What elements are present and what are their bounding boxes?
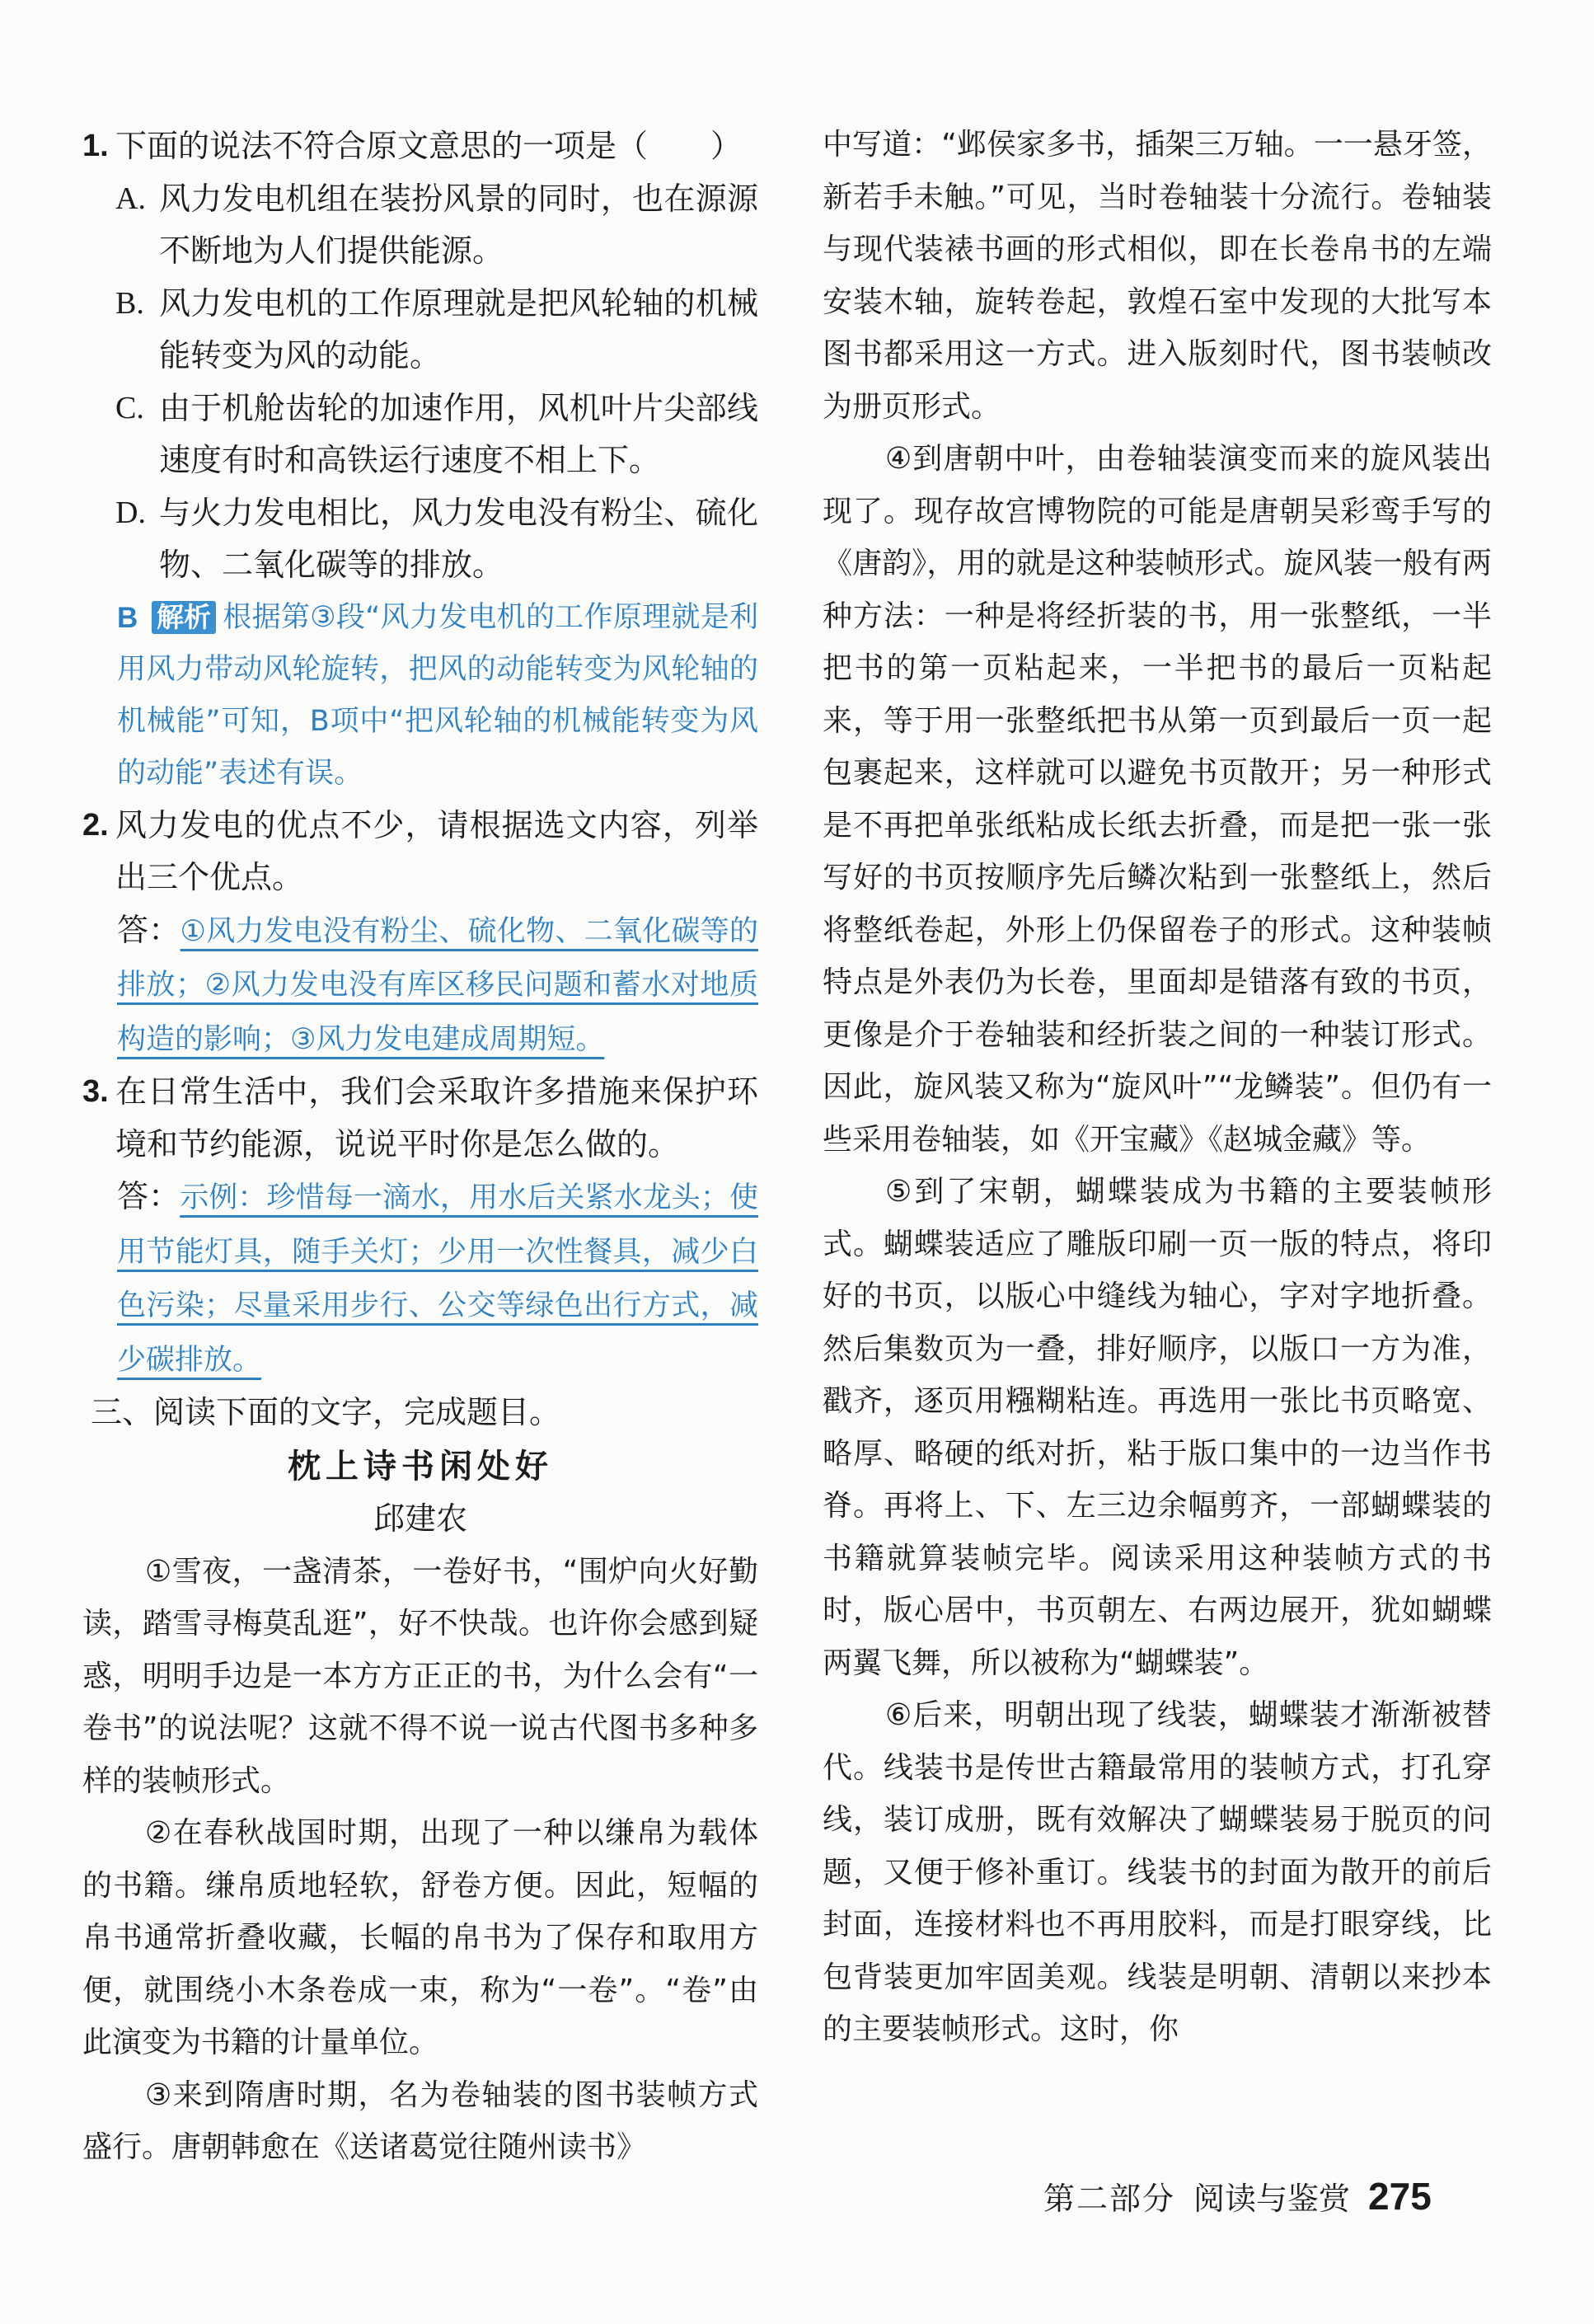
analysis-block [82,592,758,800]
answer-label: 答： [117,1178,180,1214]
article-author: 邱建农 [373,1500,467,1537]
option-c [82,383,758,487]
question-1 [82,120,758,173]
article-title: 枕上诗书闲处好 [288,1447,553,1486]
option-label: C. [115,390,144,425]
footer-part: 第二部分 [1043,2181,1176,2217]
section-heading: 三、阅读下面的文字，完成题目。 [91,1394,561,1430]
answer-text: 示例：珍惜每一滴水，用水后关紧水龙头；使用节能灯具，随手关灯；少用一次性餐具，减少白色污染；尽量采用步行、公交等绿色出行方式，减少碳排放。 [117,1181,758,1377]
question-number: 1. [82,129,109,163]
answer-3 [82,1171,758,1387]
paragraph-4: ④到唐朝中叶，由卷轴装演变而来的旋风装出现了。现存故宫博物院的可能是唐朝吴彩鸾手写的《唐韵》，用的就是这种装帧形式。旋风装一般有两种方法：一种是将经折装的书，用一张整纸，一半把书的第一页粘起来，一半把书的最后一页粘起来，等于用一张整纸把书从第一页到最后一页一起包裹起来，这样就可以避免书页散开；另一种形式是不再把单张纸粘成长纸去折叠，而是把一张一张写好的书页按顺序先后鳞次粘到一张整纸上，然后将整纸卷起，外形上仍保留卷子的形式。这种装帧特点是外表仍为长卷，里面却是错落有致的书页，更像是介于卷轴装和经折装之间的一种装订形式。因此，旋风装又称为“旋风叶”“龙鳞装”。但仍有一些采用卷轴装，如《开宝藏》《赵城金藏》等。 [823,442,1492,1157]
question-3 [82,1066,758,1171]
option-label: B. [115,285,144,321]
option-d [82,487,758,592]
right-column [823,0,1492,2056]
option-text: 与火力发电相比，风力发电没有粉尘、硫化物、二氧化碳等的排放。 [159,494,758,583]
page-number: 275 [1368,2175,1432,2218]
question-2 [82,800,758,904]
option-text: 风力发电机的工作原理就是把风轮轴的机械能转变为风的动能。 [159,284,758,373]
question-number: 2. [82,807,109,843]
page-footer [1043,2173,1432,2218]
footer-section: 阅读与鉴赏 [1193,2181,1351,2217]
question-number: 3. [82,1074,109,1109]
option-text: 风力发电机组在装扮风景的同时，也在源源不断地为人们提供能源。 [159,180,758,269]
paragraph-3: ③来到隋唐时期，名为卷轴装的图书装帧方式盛行。唐朝韩愈在《送诸葛觉往随州读书》 [82,2078,758,2164]
analysis-text: 根据第③段“风力发电机的工作原理就是利用风力带动风轮旋转，把风的动能转变为风轮轴的机械能”可知，B项中“把风轮轴的机械能转变为风的动能”表述有误。 [117,600,758,790]
option-b [82,278,758,383]
option-label: A. [115,181,146,216]
paragraph-3-continued: 中写道：“邺侯家多书，插架三万轴。一一悬牙签，新若手未触。”可见，当时卷轴装十分流行。卷轴装与现代装裱书画的形式相似，即在长卷帛书的左端安装木轴，旋转卷起，敦煌石室中发现的大批写本图书都采用这一方式。进入版刻时代，图书装帧改为册页形式。 [823,128,1492,424]
paragraph-1: ①雪夜，一盏清茶，一卷好书，“围炉向火好勤读，踏雪寻梅莫乱逛”，好不快哉。也许你会感到疑惑，明明手边是一本方方正正的书，为什么会有“一卷书”的说法呢？这就不得不说一说古代图书多种多样的装帧形式。 [82,1554,758,1798]
paragraph-2: ②在春秋战国时期，出现了一种以缣帛为载体的书籍。缣帛质地轻软，舒卷方便。因此，短幅的帛书通常折叠收藏，长幅的帛书为了保存和取用方便，就围绕小木条卷成一束，称为“一卷”。“卷”由此演变为书籍的计量单位。 [82,1816,758,2059]
analysis-tag: 解析 [152,601,216,634]
option-label: D. [115,495,146,530]
left-column [82,0,758,2174]
paragraph-5: ⑤到了宋朝，蝴蝶装成为书籍的主要装帧形式。蝴蝶装适应了雕版印刷一页一版的特点，将印好的书页，以版心中缝线为轴心，字对字地折叠。然后集数页为一叠，排好顺序，以版口一方为准，戳齐，逐页用糨糊粘连。再选用一张比书页略宽、略厚、略硬的纸对折，粘于版口集中的一边当作书脊。再将上、下、左三边余幅剪齐，一部蝴蝶装的书籍就算装帧完毕。阅读采用这种装帧方式的书时，版心居中，书页朝左、右两边展开，犹如蝴蝶两翼飞舞，所以被称为“蝴蝶装”。 [823,1175,1492,1680]
question-stem: 在日常生活中，我们会采取许多措施来保护环境和节约能源，说说平时你是怎么做的。 [115,1073,758,1162]
option-a [82,173,758,278]
question-stem: 风力发电的优点不少，请根据选文内容，列举出三个优点。 [115,806,758,895]
question-stem: 下面的说法不符合原文意思的一项是（ ） [115,128,743,164]
answer-2 [82,904,758,1067]
option-text: 由于机舱齿轮的加速作用，风机叶片尖部线速度有时和高铁运行速度不相上下。 [159,389,758,478]
answer-label: 答： [117,911,180,948]
answer-key: B [117,601,138,634]
paragraph-6: ⑥后来，明朝出现了线装，蝴蝶装才渐渐被替代。线装书是传世古籍最常用的装帧方式，打孔穿线，装订成册，既有效解决了蝴蝶装易于脱页的问题，又便于修补重订。线装书的封面为散开的前后封面，连接材料也不再用胶料，而是打眼穿线，比包背装更加牢固美观。线装是明朝、清朝以来抄本的主要装帧形式。这时，你 [823,1698,1492,2046]
answer-text: ①风力发电没有粉尘、硫化物、二氧化碳等的排放；②风力发电没有库区移民问题和蓄水对地质构造的影响；③风力发电建成周期短。 [117,914,758,1056]
